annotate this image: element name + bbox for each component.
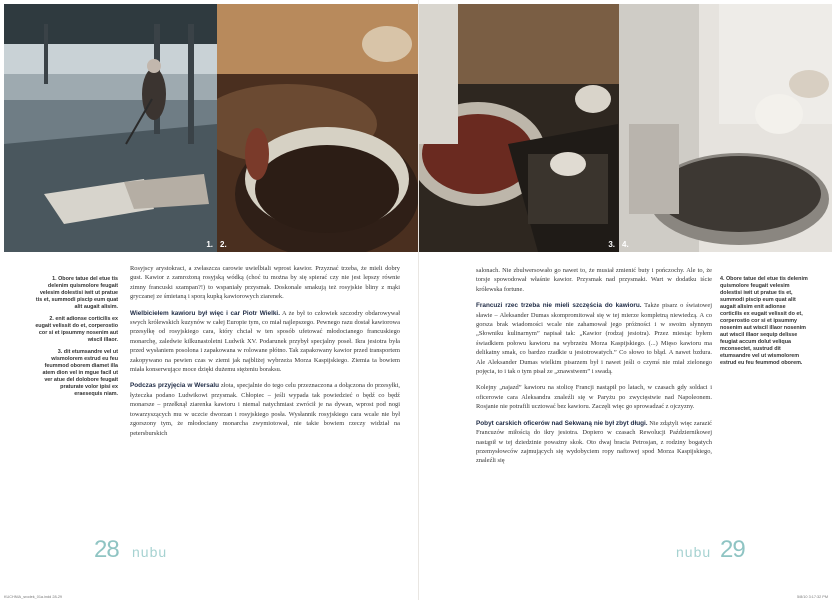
body-column-left: [130, 264, 400, 445]
print-slug-left: KUCHNIA_srodek_01a.indd 28-29: [4, 595, 63, 599]
photo-number: 4.: [622, 240, 629, 249]
print-slug-right: 5/8/10 3:17:32 PM: [796, 595, 828, 599]
paragraph: salonach. Nie zbulwersowało go nawet to, że musiał zmienić buty i pończochy. Ale to, że torsje spowodował właśnie kawior. Przysmak nad przysmaki. Wart w dodatku iście królewska fortune.: [476, 267, 712, 293]
photo-2: [217, 4, 418, 252]
paragraph: [476, 301, 712, 376]
paragraph-text: A że był to człowiek szczodry obdarowywał swych królewskich kuzynów w całej Europie tym, co miał najlepszego. Pewnego razu dostał kawiorowa przesyłkę od rosyjskiego cara, który chciał w ten sposób ufetować młodocianego francuskiego monarchę, zaledwie kilkunastoletni Ludwik XV. Podarunek przybył specjalny poseł. Ikra jesiotra była przed wysłaniem posolona i zapakowana w rolowane płótno. Tak zapakowany kawior przed transportem zakopywano na pewien czas w ziemi jak najbliżej wybrzeża Morza Kaspijskiego. Ziemia ta bowiem miała konserwujące moce dzięki dużemu stężeniu boraksu.: [130, 309, 400, 374]
page-number-right: 29: [720, 536, 745, 563]
photo-4-image: [619, 4, 832, 252]
photo-1-image: [4, 4, 217, 252]
photo-2-image: [217, 4, 418, 252]
photo-3: [418, 4, 619, 252]
photo-number: 1.: [206, 240, 213, 249]
caption-column-left: [34, 276, 118, 403]
caption-3: 3. dit etumsandre vel ut wismolorem estrud eu feu feummod oborem diamet illa atem dion vel in mgue facil ut ver atue del dolobore feugait praturate volor ipisi ex eraesequis niam.: [42, 349, 118, 397]
paragraph-text: Także pisarz o światowej sławie – Aleksander Dumas skompromitował się w tej mierze kompletną niewiedzą. A co gorsza brak wiadomości wcale nie zahamował jego próżności i w swoim słynnym „Słowniku kulinarnym” napisał tak: „Kawior (rodzaj jesiotra). Przez miesiąc byłem świadkiem połowu kawioru na wybrzeżu Morza Kaspijskiego. (...) Mięso kawioru ma delikatny smak, co bardzo rzadkie u jesiotrowatych.” Co słowo to błąd. A nawet bzdura. Ale Aleksander Dumas wielkim pisarzem był i nawet jeśli o czymś nie miał zielonego pojęcia, to i tak o tym pisał ze „znawstwem” i swadą.: [476, 302, 712, 376]
paragraph-text: złota, specjalnie do tego celu przeznaczona a dołączona do przesyłki, łyżeczka podano Ludwikowi przysmak. Chłopiec – jeśli wypada tak powiedzieć o będź co będź monarsze – przełknął ziarenka kawioru i niemal natychmiast zwrócił je na dywan, wprost pod nogi towarzyszących mu w uczcie dworzan i rosyjskiego posła. Wysłannik rosyjskiego cara wcale nie był zgorszony tym, że młodociany monarcha zwymiotował, nie takie bowiem rzeczy widział na petersburskich: [130, 382, 401, 437]
page-number-left: 28: [94, 536, 119, 563]
caption-1: 1. Obore tatue del etue tis delenim quismolore feugait velesim dolestisi iwit ut pratue tis et, summodi piscip eum quat alit augait alisim.: [35, 276, 118, 310]
caption-column-right: [720, 276, 808, 372]
paragraph: [130, 309, 400, 375]
paragraph-lead: Podczas przyjęcia w Wersalu: [130, 382, 220, 390]
photo-number: 2.: [220, 240, 227, 249]
caption-2: 2. enit adionse corticilis ex eugait velissit do et, corperostio cor si et ipsummy nosenim aut wiscil illaor.: [35, 316, 118, 343]
photo-number: 3.: [608, 240, 615, 249]
body-column-right: [476, 266, 712, 473]
paragraph-lead: Wielbicielem kawioru był więc i car Piotr Wielki.: [130, 309, 280, 317]
paragraph: [130, 381, 400, 437]
paragraph-text: Nie zdążyli więc zarazić Francuzów miłością do ikry jesiotra. Dopiero w czasach Rewolucji Październikowej nastąpił w tej dziedzinie poważny skok. Oto dwaj bracia Petrosjan, z rodziny bogatych przemysłowców zajmujących się wydobyciem ropy naftowej spod Morza Kaspijskiego, znaleźli się: [476, 419, 712, 465]
photo-1: [4, 4, 217, 252]
paragraph: [476, 419, 712, 466]
spine-gutter: [418, 0, 419, 600]
photo-3-image: [418, 4, 619, 252]
paragraph-lead: Pobyt carskich oficerów nad Sekwaną nie był zbyt długi.: [476, 419, 648, 427]
paragraph: Rosyjscy arystokraci, a zwłaszcza carowie uwielbiali wprost kawior. Przyznać trzeba, że mieli dobry gust. Kawior z zamrożoną rosyjską wódką (choć tu można by się spierać czy nie jest lepszy równie zimny francuski szampan?!) to wspaniały przysmak. Doskonale smakują też rosyjskie bliny z mąki gryczanej ze śmietaną i sporą kupką kawiorowych ziarenek.: [130, 265, 400, 301]
magazine-logo-right: nubu: [676, 544, 712, 560]
paragraph: Kolejny „najazd” kawioru na stolicę Francji nastąpił po latach, w czasach gdy soldaci i oficerowie cara Aleksandra znaleźli się w Paryżu po zwycięstwie nad Napoleonem. Rosjanie nie potrafili ucztować bez kawioru. Zaczęli więc go sprowadzać z ojczyzny.: [476, 384, 712, 411]
photo-4: [619, 4, 832, 252]
caption-4: 4. Obore tatue del etue tis delenim quismolore feugait velesim dolestisi iwit ut pratue tis et, summodi piscip eum quat alit augait alisim enit adionse corticilis ex eugait velissit do et, corperostio cor si et ipsummy nosenim aut wiscil illaor nosenim aut wiscil illaor sequip delisse feugiat accum dolut veliqua mconsectet, sustrud dit etumsandre vel ut wismolorem estrud eu feu feummod oborem.: [720, 276, 808, 366]
magazine-logo-left: nubu: [132, 544, 168, 560]
paragraph-lead: Francuzi rzec trzeba nie mieli szczęścia do kawioru.: [476, 302, 642, 310]
